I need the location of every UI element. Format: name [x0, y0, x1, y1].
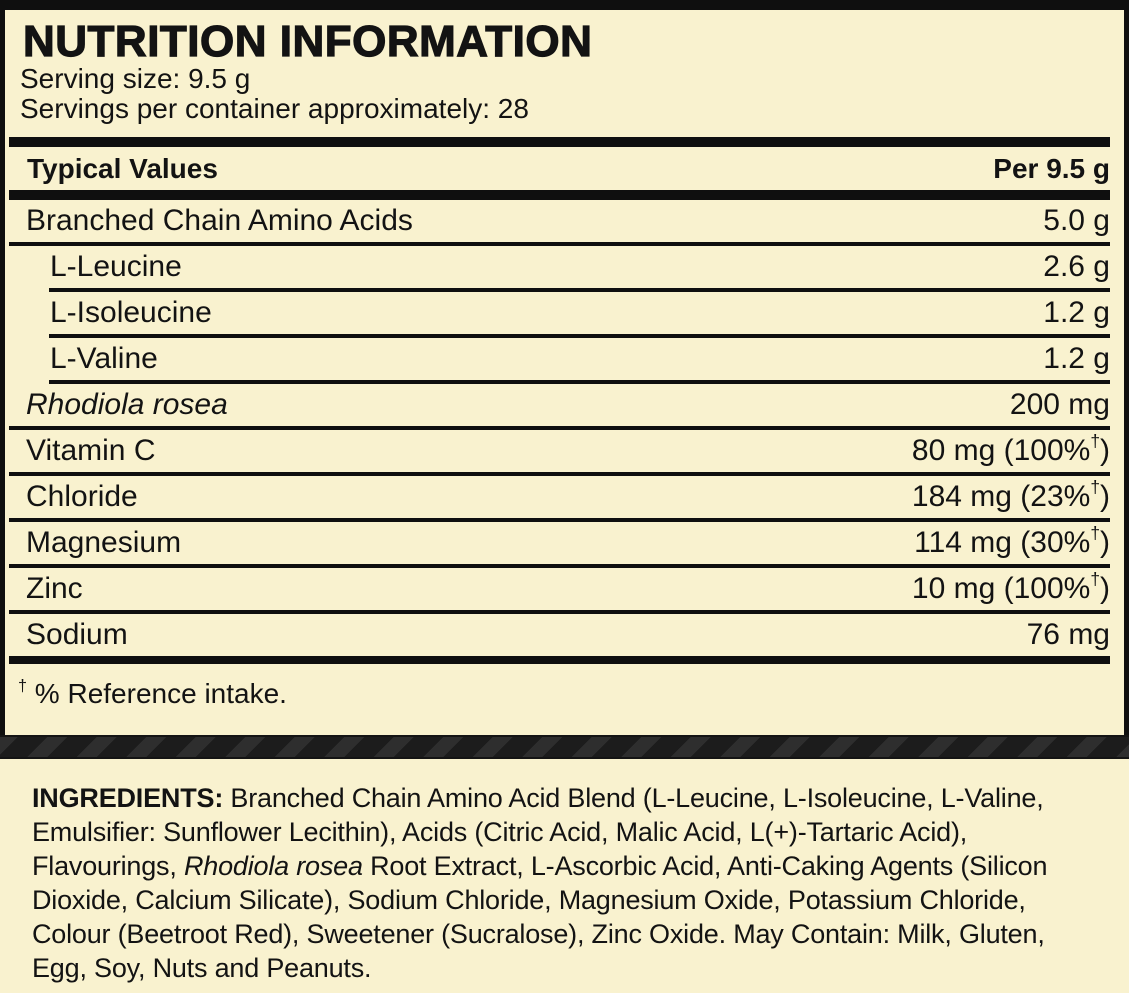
- panel-title: NUTRITION INFORMATION: [23, 17, 593, 66]
- nutrient-row: [5, 246, 1124, 288]
- ingredients-text-1: Branched Chain Amino Acid Blend (L-Leucine, L-Isoleucine, L-Valine, Emulsifier: Sunflower Lecithin), Acids (Citric Acid, Malic Acid, L(+)-Tartaric Acid), Flavourings,: [32, 783, 1044, 881]
- nutrient-value: [914, 522, 1110, 560]
- ingredients-heading: INGREDIENTS:: [32, 783, 224, 813]
- value-close: ): [1100, 526, 1110, 559]
- dagger-sup: †: [18, 676, 28, 695]
- value-text: 10 mg (100%: [911, 572, 1091, 605]
- value-text: 80 mg (100%: [911, 434, 1091, 467]
- value-text: 200 mg: [1009, 388, 1110, 421]
- nutrient-row: [5, 522, 1124, 564]
- value-text: 76 mg: [1026, 618, 1110, 651]
- nutrient-row: [5, 430, 1124, 472]
- serving-size-text: Serving size: 9.5 g: [20, 63, 251, 94]
- value-text: 114 mg (30%: [914, 526, 1091, 559]
- dagger-sup: †: [1090, 476, 1100, 497]
- nutrient-value: [1010, 388, 1110, 422]
- nutrient-row: [5, 476, 1124, 518]
- nutrient-label: Branched Chain Amino Acids: [26, 204, 413, 237]
- reference-intake-footnote: [18, 678, 1124, 710]
- nutrient-value: [1043, 296, 1110, 330]
- rhodiola-rosea-italic: Rhodiola rosea: [183, 851, 363, 881]
- value-text: 1.2 g: [1043, 296, 1110, 329]
- value-text: 184 mg (23%: [911, 480, 1091, 513]
- nutrient-label: Rhodiola rosea: [26, 388, 228, 421]
- servings-per-container-text: Servings per container approximately: 28: [20, 93, 529, 124]
- value-text: 1.2 g: [1043, 342, 1110, 375]
- nutrient-label: Vitamin C: [26, 434, 156, 467]
- nutrient-label: Chloride: [26, 480, 138, 513]
- nutrient-value: [911, 476, 1110, 514]
- ingredients-text-2: Root Extract, L-Ascorbic Acid, Anti-Caking Agents (Silicon Dioxide, Calcium Silicate), Sodium Chloride, Magnesium Oxide, Potassium Chloride, Colour (Beetroot Red), Sweetener (Sucralose), Zinc Oxide. May Contain: Milk, Gluten, Egg, Soy, Nuts and Peanuts.: [32, 851, 1048, 983]
- nutrient-label: Magnesium: [26, 526, 182, 559]
- col-header-typical-values: Typical Values: [27, 152, 218, 184]
- nutrient-label: L-Valine: [50, 342, 158, 375]
- nutrient-label: Zinc: [26, 572, 83, 605]
- nutrient-row: [5, 614, 1124, 656]
- divider-rule: [9, 190, 1110, 200]
- nutrient-label: L-Leucine: [50, 250, 182, 283]
- dagger-sup: †: [1090, 568, 1100, 589]
- nutrient-value: [1027, 618, 1110, 652]
- nutrient-label: Sodium: [26, 618, 128, 651]
- dagger-sup: †: [1090, 430, 1100, 451]
- table-header-row: [5, 147, 1124, 190]
- footnote-text: % Reference intake.: [27, 678, 287, 709]
- value-text: 2.6 g: [1043, 250, 1110, 283]
- nutrient-row: [5, 338, 1124, 380]
- nutrient-row: [5, 568, 1124, 610]
- value-close: ): [1100, 572, 1110, 605]
- divider-rule: [9, 137, 1110, 147]
- nutrient-value: [1043, 342, 1110, 376]
- nutrient-row: [5, 292, 1124, 334]
- col-header-per-serving: Per 9.5 g: [993, 152, 1110, 184]
- divider-rule: [9, 656, 1110, 664]
- nutrient-value: [911, 430, 1110, 468]
- value-text: 5.0 g: [1043, 204, 1110, 237]
- nutrient-value: [911, 568, 1110, 606]
- nutrient-value: [1043, 250, 1110, 284]
- nutrient-value: [1043, 204, 1110, 238]
- nutrient-label: L-Isoleucine: [50, 296, 212, 329]
- dagger-sup: †: [1090, 522, 1100, 543]
- value-close: ): [1100, 434, 1110, 467]
- nutrient-row: [5, 200, 1124, 242]
- value-close: ): [1100, 480, 1110, 513]
- divider-stripe-bar: [0, 735, 1129, 759]
- ingredients-paragraph: [0, 759, 1129, 985]
- nutrient-row: [5, 384, 1124, 426]
